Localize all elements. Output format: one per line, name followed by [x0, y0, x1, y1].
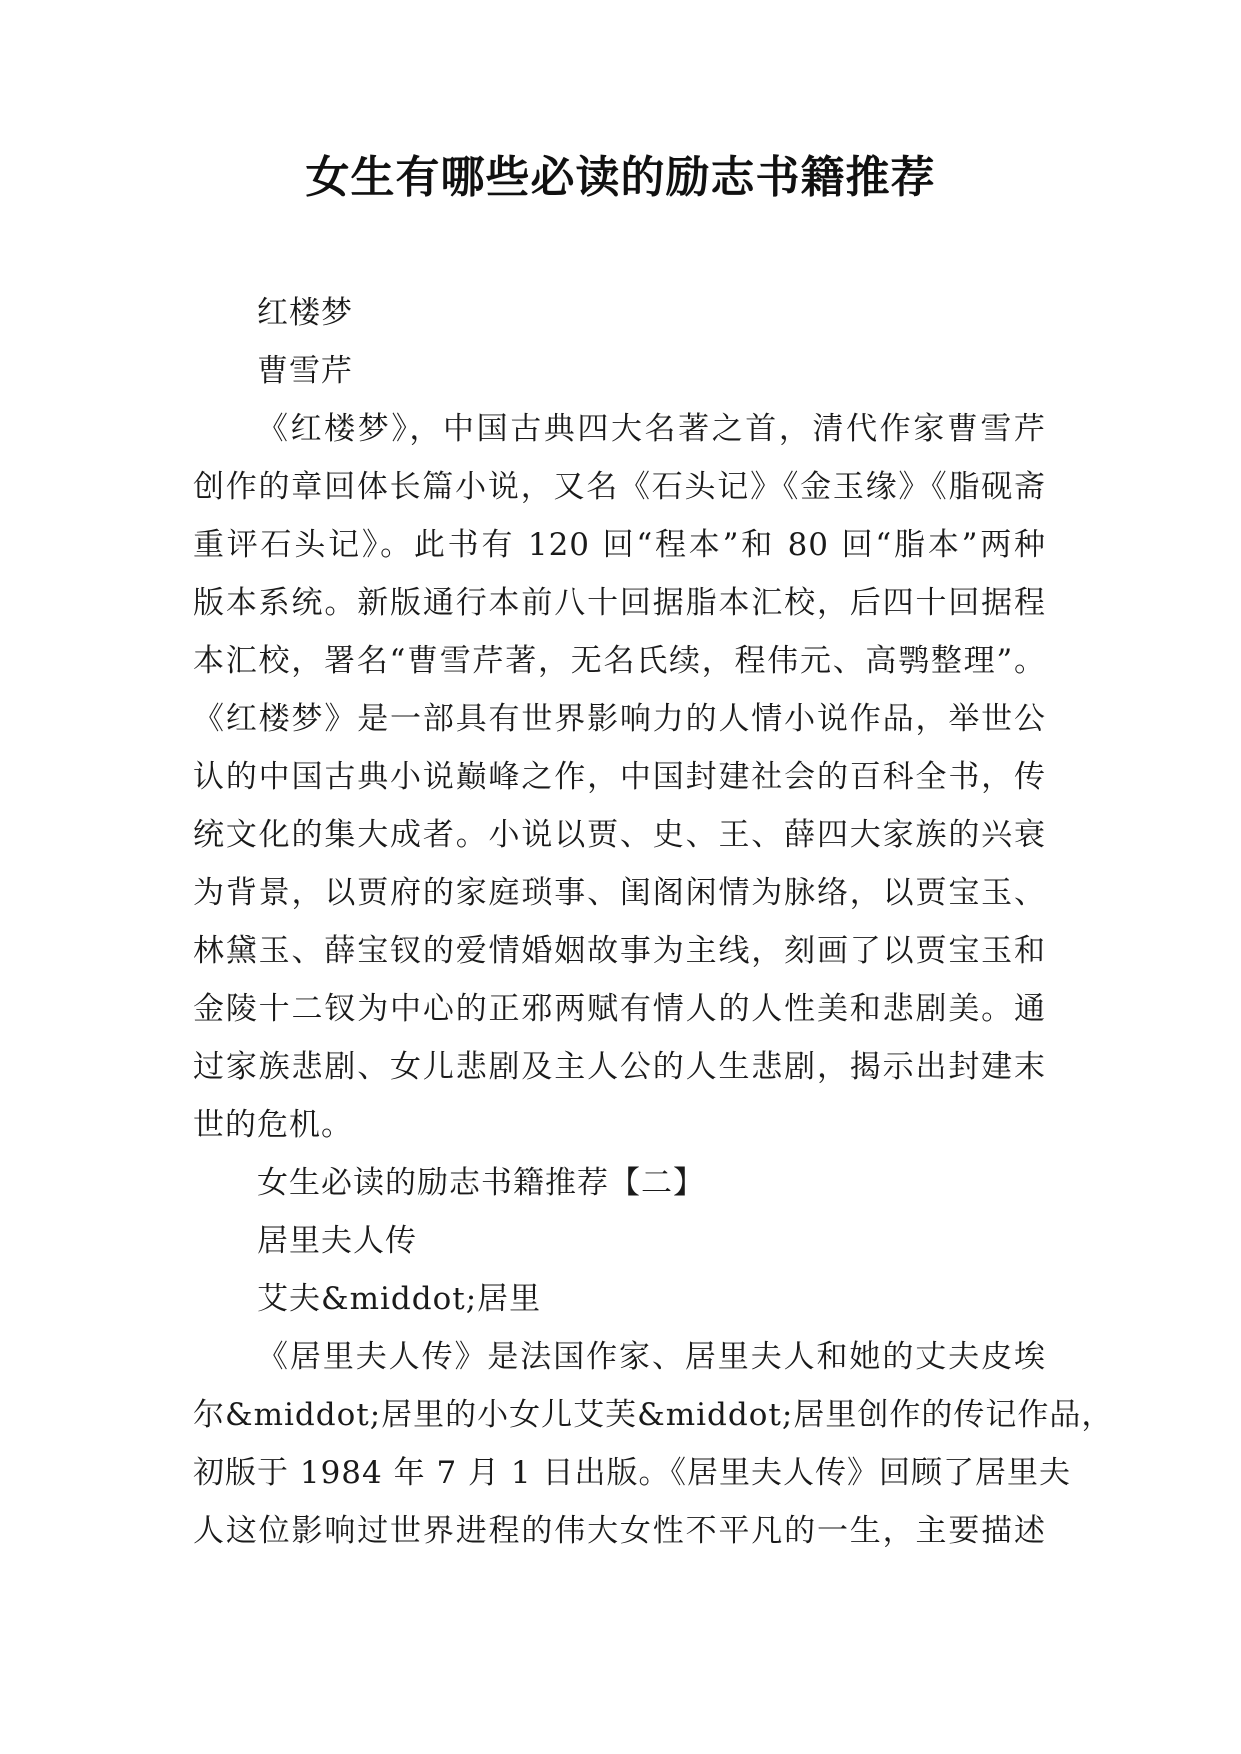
paragraph-line: 认的中国古典小说巅峰之作，中国封建社会的百科全书，传 — [193, 759, 1046, 795]
book-title-line: 居里夫人传 — [257, 1223, 417, 1259]
paragraph-line: 创作的章回体长篇小说，又名《石头记》《金玉缘》《脂砚斋 — [193, 469, 1046, 505]
paragraph-line: 《红楼梦》是一部具有世界影响力的人情小说作品，举世公 — [193, 701, 1046, 737]
paragraph-line: 初版于 1984 年 7 月 1 日出版。《居里夫人传》回顾了居里夫 — [193, 1455, 1071, 1491]
paragraph-line: 统文化的集大成者。小说以贾、史、王、薛四大家族的兴衰 — [193, 817, 1046, 853]
paragraph-line: 为背景，以贾府的家庭琐事、闺阁闲情为脉络，以贾宝玉、 — [193, 875, 1046, 911]
paragraph-line: 版本系统。新版通行本前八十回据脂本汇校，后四十回据程 — [193, 585, 1046, 621]
paragraph-line: 《居里夫人传》是法国作家、居里夫人和她的丈夫皮埃 — [257, 1339, 1046, 1375]
paragraph-line: 重评石头记》。此书有 120 回“程本”和 80 回“脂本”两种 — [193, 527, 1046, 563]
book-author-line: 艾夫&middot;居里 — [257, 1281, 542, 1317]
paragraph-line: 人这位影响过世界进程的伟大女性不平凡的一生，主要描述 — [193, 1513, 1046, 1549]
paragraph-line: 本汇校，署名“曹雪芹著，无名氏续，程伟元、高鹗整理”。 — [193, 643, 1046, 679]
paragraph-line: 过家族悲剧、女儿悲剧及主人公的人生悲剧，揭示出封建末 — [193, 1049, 1046, 1085]
paragraph-line: 《红楼梦》，中国古典四大名著之首，清代作家曹雪芹 — [257, 411, 1046, 447]
document-title: 女生有哪些必读的励志书籍推荐 — [305, 152, 936, 203]
section-heading: 女生必读的励志书籍推荐【二】 — [257, 1165, 705, 1201]
book-author-line: 曹雪芹 — [257, 353, 353, 389]
paragraph-line: 世的危机。 — [193, 1107, 353, 1143]
paragraph-line: 尔&middot;居里的小女儿艾芙&middot;居里创作的传记作品， — [193, 1397, 1114, 1433]
paragraph-line: 金陵十二钗为中心的正邪两赋有情人的人性美和悲剧美。通 — [193, 991, 1046, 1027]
paragraph-line: 林黛玉、薛宝钗的爱情婚姻故事为主线，刻画了以贾宝玉和 — [193, 933, 1046, 969]
book-title-line: 红楼梦 — [257, 295, 353, 331]
document-body — [193, 284, 1114, 1560]
